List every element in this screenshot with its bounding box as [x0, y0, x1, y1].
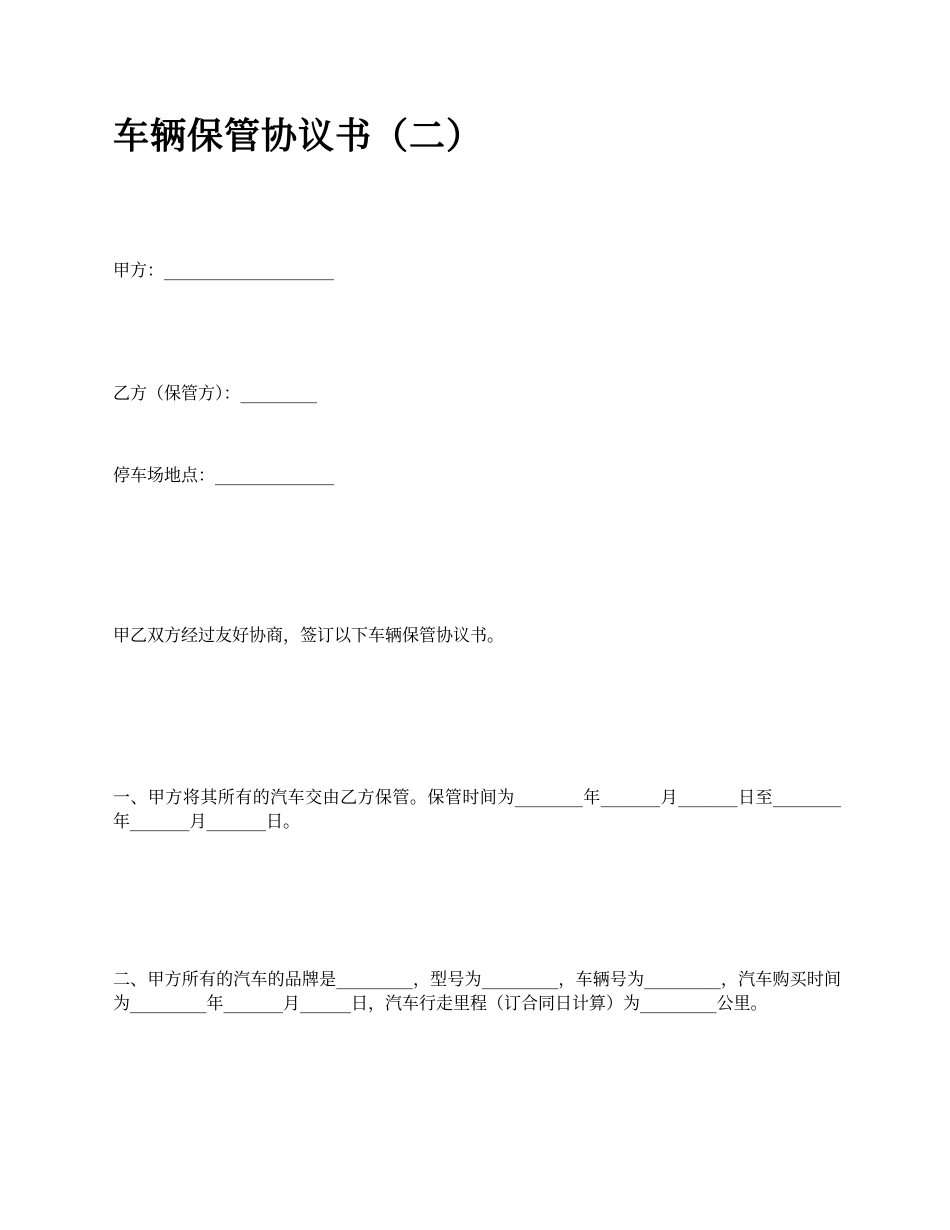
- clause-2-paragraph: 二、甲方所有的汽车的品牌是_________，型号为_________，车辆号为_________，汽车购买时间为_________年_______月______日，汽车行走里程（订合同日计算）为_________公里。: [113, 970, 841, 1014]
- party-b-blank: _________: [240, 384, 317, 404]
- party-a-label: 甲方：: [113, 261, 164, 281]
- parking-location-blank: ______________: [215, 466, 334, 486]
- document-title: 车辆保管协议书（二）: [113, 115, 484, 157]
- parking-location-field: [113, 464, 841, 488]
- parking-location-label: 停车场地点：: [113, 466, 215, 486]
- party-a-blank: ____________________: [164, 261, 334, 281]
- party-b-label: 乙方（保管方）：: [113, 384, 241, 404]
- clause-1-paragraph: 一、甲方将其所有的汽车交由乙方保管。保管时间为________年_______月_______日至________年_______月_______日。: [113, 788, 841, 832]
- intro-paragraph: 甲乙双方经过友好协商，签订以下车辆保管协议书。: [113, 626, 504, 646]
- party-a-field: [113, 259, 841, 283]
- party-b-field: [113, 382, 841, 406]
